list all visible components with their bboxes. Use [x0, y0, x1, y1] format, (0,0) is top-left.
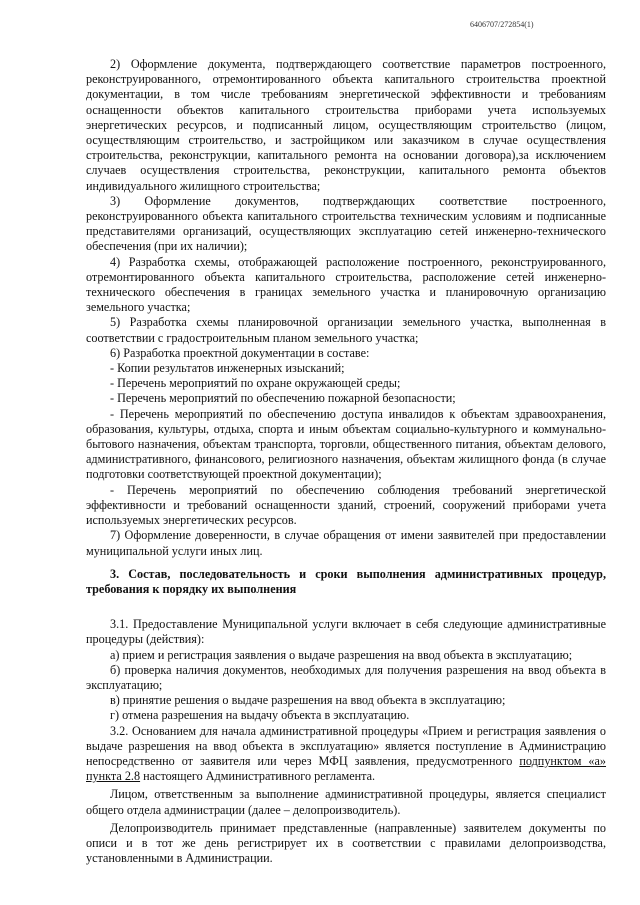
- point-2-8-link[interactable]: пункта 2.8: [86, 769, 141, 784]
- paragraph-3-2-text-start: 3.2. Основанием для начала административной процедуры «Прием и регистрация заявления о выдаче разрешения на ввод объекта в эксплуатацию» является поступление в Администрацию непосредственно от заявителя или через МФЦ заявления, предусмотренного: [86, 723, 606, 768]
- item-5: 5) Разработка схемы планировочной организации земельного участка, выполненная в соответствии с градостроительным планом земельного участка;: [86, 315, 606, 345]
- section-3-heading: 3. Состав, последовательность и сроки выполнения административных процедур, требования к порядку их выполнения: [86, 566, 606, 596]
- item-6: 6) Разработка проектной документации в составе:: [110, 345, 370, 360]
- paragraph-3-1-d: г) отмена разрешения на выдачу объекта в эксплуатацию.: [110, 708, 410, 723]
- paragraph-3-1: 3.1. Предоставление Муниципальной услуги включает в себя следующие административные процедуры (действия):: [86, 617, 606, 647]
- item-6-sub-4: - Перечень мероприятий по обеспечению доступа инвалидов к объектам здравоохранения, образования, культуры, отдыха, спорта и иным объектам социально-культурного и коммунально-бытового назначения, объектам транспорта, торговли, общественного питания, объектам делового, административного, финансового, религиозного назначения, объектам жилищного фонда (в случае подготовки соответствующей проектной документации);: [86, 406, 606, 482]
- paragraph-3-3: Лицом, ответственным за выполнение административной процедуры, является специалист общего отдела администрации (далее – делопроизводитель).: [86, 787, 606, 817]
- item-4: 4) Разработка схемы, отображающей расположение построенного, реконструированного, отремонтированного объекта капитального строительства, расположение сетей инженерно-технического обеспечения в границах земельного участка и планировочную организацию земельного участка;: [86, 254, 606, 315]
- item-6-sub-5: - Перечень мероприятий по обеспечению соблюдения требований энергетической эффективности и требований оснащенности зданий, строений, сооружений приборами учета используемых энергетических ресурсов.: [86, 482, 606, 528]
- paragraph-3-1-a: а) прием и регистрация заявления о выдаче разрешения на ввод объекта в эксплуатацию;: [110, 647, 573, 662]
- paragraph-3-2-text-end: настоящего Административного регламента.: [140, 769, 376, 784]
- item-6-sub-3: - Перечень мероприятий по обеспечению пожарной безопасности;: [110, 391, 456, 406]
- paragraph-3-1-c: в) принятие решения о выдаче разрешения на ввод объекта в эксплуатацию;: [110, 693, 506, 708]
- paragraph-3-1-b: б) проверка наличия документов, необходимых для получения разрешения на ввод объекта в эксплуатацию;: [86, 662, 606, 692]
- item-3: 3) Оформление документов, подтверждающих соответствие построенного, реконструированного объекта капитального строительства техническим условиям и подписанные представителями организаций, осуществляющих эксплуатацию сетей инженерно-технического обеспечения (при их наличии);: [86, 193, 606, 254]
- subpoint-a-link[interactable]: подпунктом «а»: [519, 753, 607, 768]
- paragraph-3-2: [86, 724, 606, 785]
- document-id: 6406707/272854(1): [470, 20, 534, 29]
- item-7: 7) Оформление доверенности, в случае обращения от имени заявителей при предоставлении муниципальной услуги иных лиц.: [86, 528, 606, 558]
- item-2: 2) Оформление документа, подтверждающего соответствие параметров построенного, реконструированного, отремонтированного объекта капитального строительства проектной документации, в том числе требованиям энергетической эффективности и требованиям оснащенности объектов капитального строительства приборами учета используемых энергетических ресурсов, и подписанный лицом, осуществляющим строительство (лицом, осуществляющим строительство, и застройщиком или заказчиком в случае осуществления строительства, реконструкции, капитального ремонта на основании договора),за исключением случаев осуществления строительства, реконструкции, капитального ремонта объектов индивидуального жилищного строительства;: [86, 57, 606, 193]
- item-6-sub-1: - Копии результатов инженерных изысканий;: [110, 361, 345, 376]
- document-body: [86, 57, 606, 866]
- item-6-sub-2: - Перечень мероприятий по охране окружающей среды;: [110, 376, 401, 391]
- paragraph-3-4: Делопроизводитель принимает представленные (направленные) заявителем документы по описи и в тот же день регистрирует их в соответствии с правилами делопроизводства, установленными в Администрации.: [86, 820, 606, 866]
